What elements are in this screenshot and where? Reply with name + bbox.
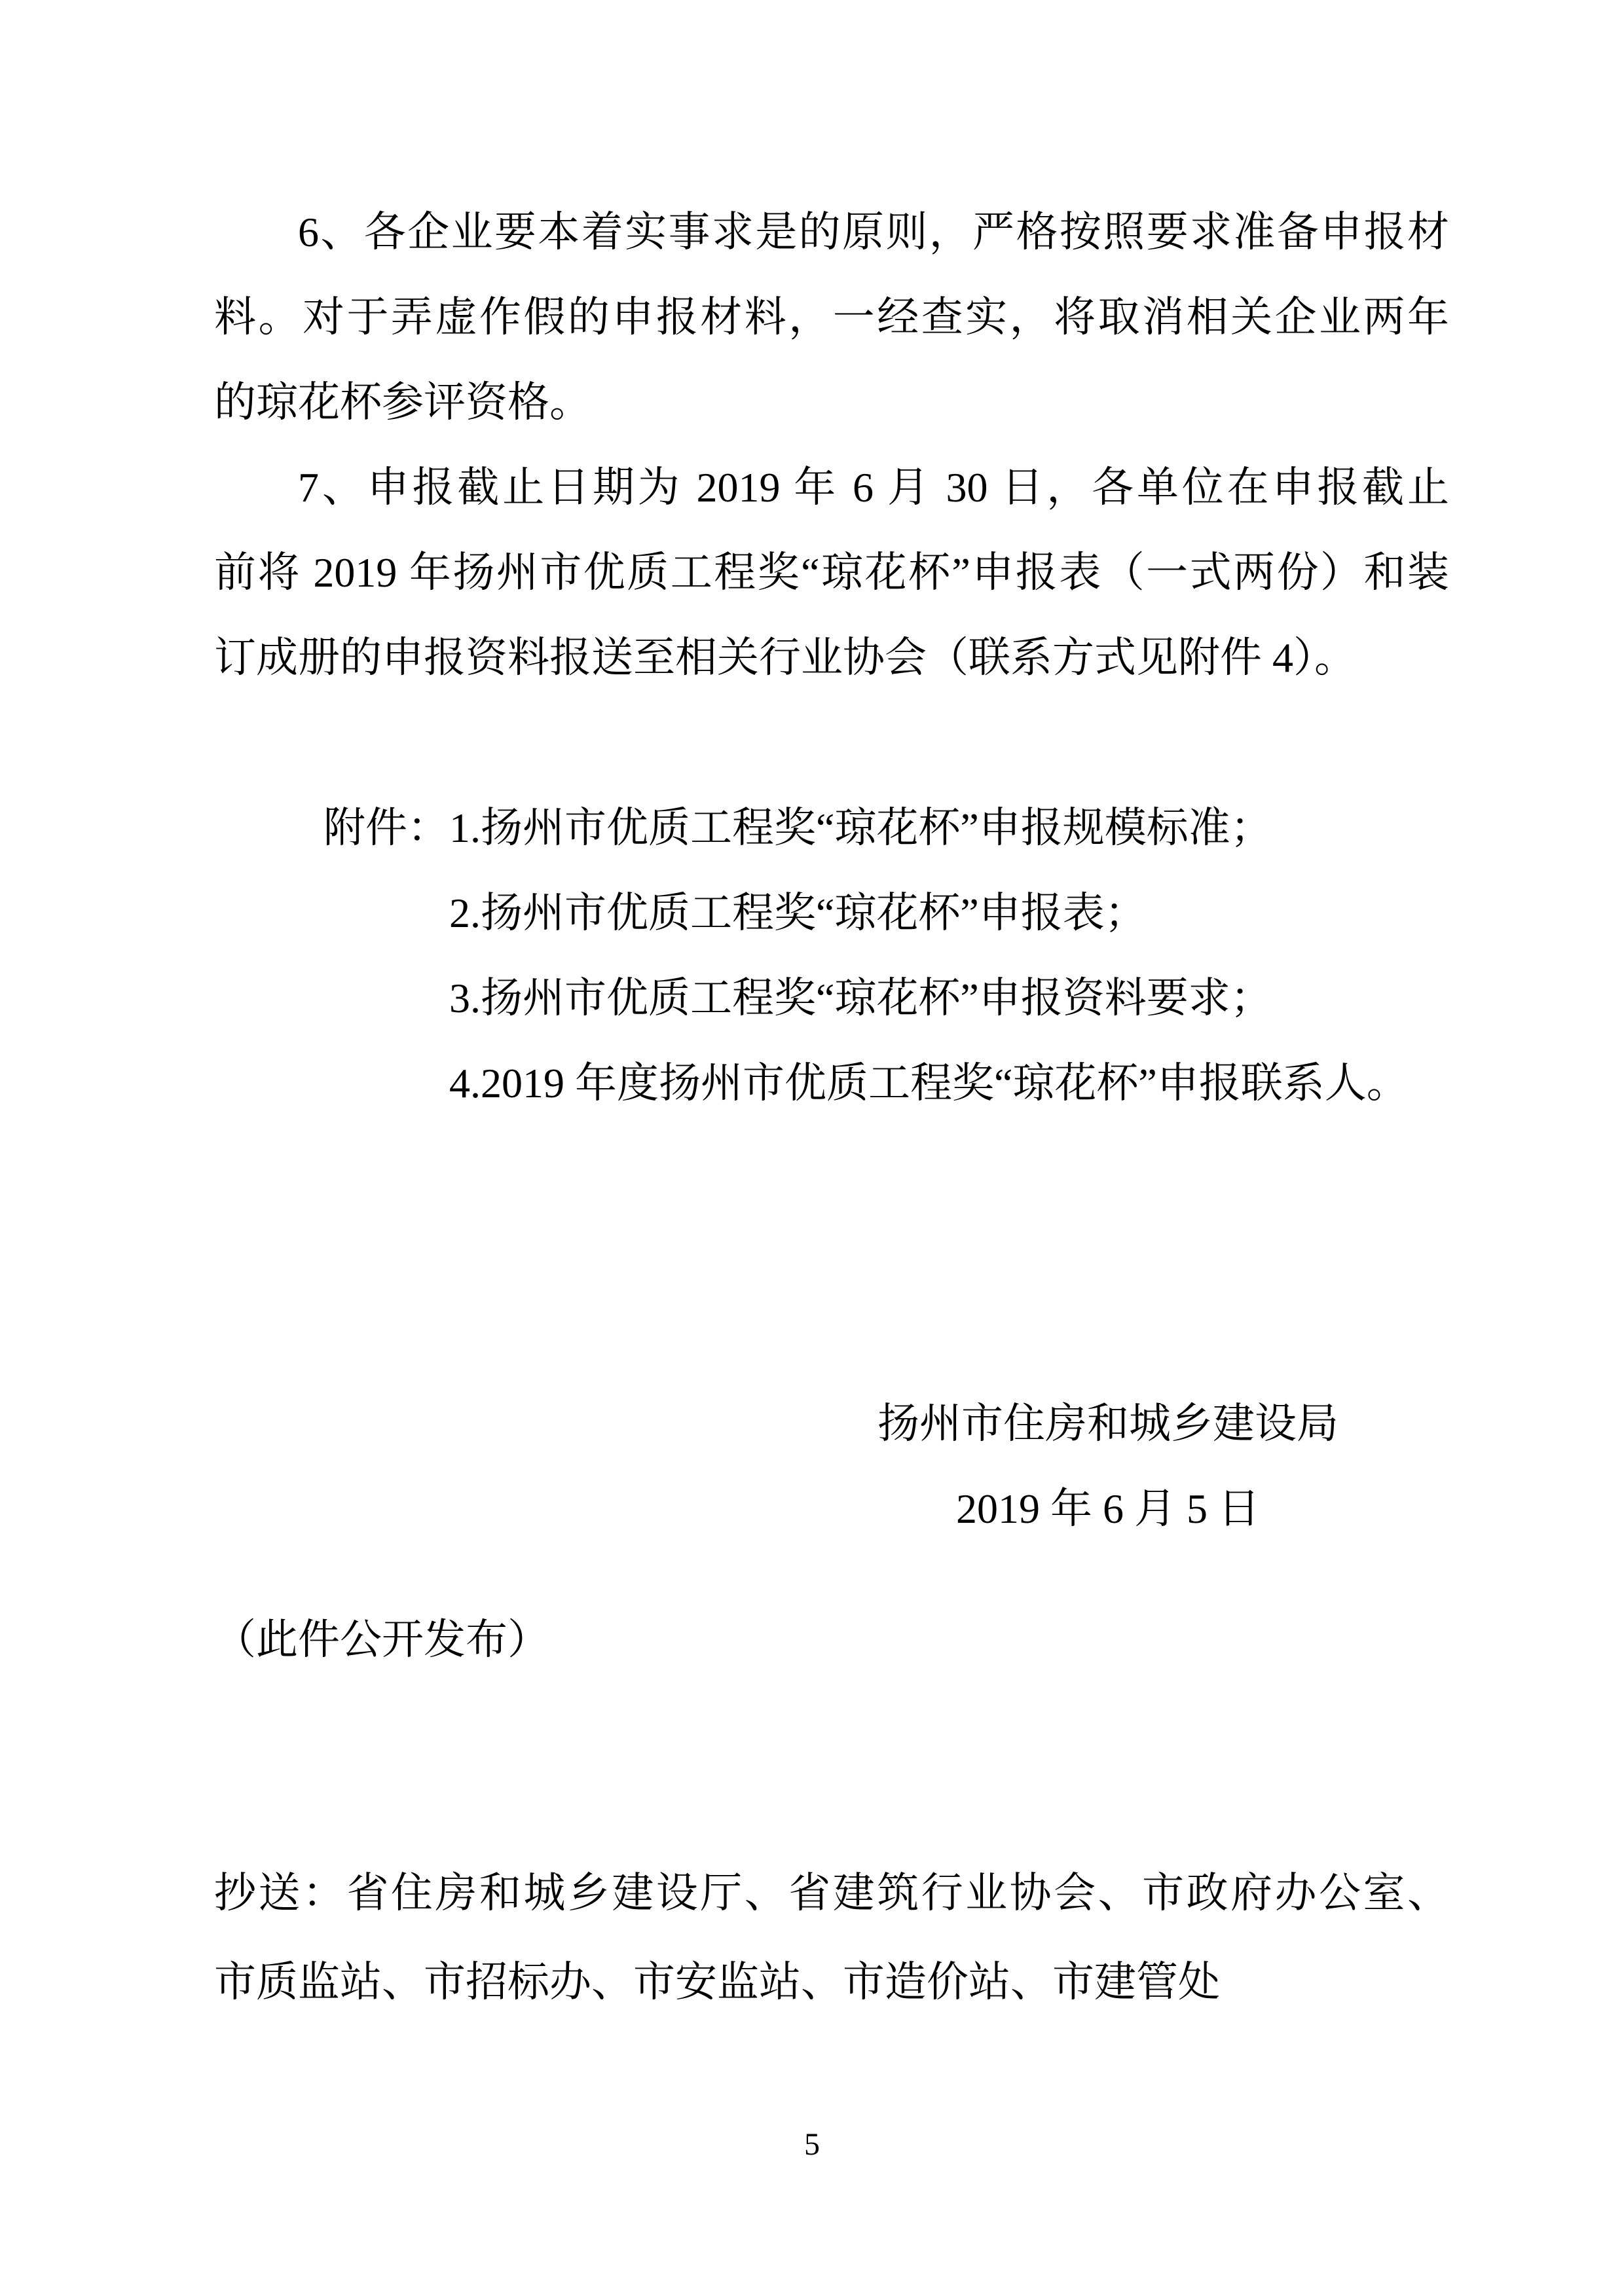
signature-block (709, 1381, 1507, 1552)
cc-line-2: 市质监站、市招标办、市安监站、市造价站、市建管处 (214, 1959, 1220, 2005)
paragraph-7 (214, 445, 1449, 701)
public-release-notice (214, 1597, 1449, 1683)
signature-date: 2019 年 6 月 5 日 (956, 1485, 1260, 1532)
cc-footer (214, 1849, 1449, 2027)
attachment-item-4: 4.2019 年度扬州市优质工程奖“琼花杯”申报联系人。 (449, 1060, 1409, 1106)
paragraph-6-line-1: 6、各企业要本着实事求是的原则，严格按照要求准备申报材 (298, 209, 1449, 255)
paragraph-7-line-1: 7、申报截止日期为 2019 年 6 月 30 日，各单位在申报截止 (298, 464, 1449, 511)
paragraph-6 (214, 190, 1449, 445)
attachment-item-2: 2.扬州市优质工程奖“琼花杯”申报表； (449, 890, 1147, 936)
public-release-notice-text: （此件公开发布） (214, 1616, 549, 1663)
attachment-item-3: 3.扬州市优质工程奖“琼花杯”申报资料要求； (449, 975, 1272, 1021)
signature-organization: 扬州市住房和城乡建设局 (877, 1400, 1338, 1447)
paragraph-6-line-2: 料。对于弄虚作假的申报材料，一经查实，将取消相关企业两年 (214, 294, 1449, 340)
paragraph-6-line-3: 的琼花杯参评资格。 (214, 379, 591, 426)
paragraph-7-line-3: 订成册的申报资料报送至相关行业协会（联系方式见附件 4）。 (214, 634, 1356, 681)
attachments-list (214, 786, 1449, 1126)
attachments-label: 附件： (323, 805, 449, 851)
attachment-item-1: 1.扬州市优质工程奖“琼花杯”申报规模标准； (449, 805, 1272, 851)
attachments-items (449, 786, 1409, 1126)
paragraph-7-line-2: 前将 2019 年扬州市优质工程奖“琼花杯”申报表（一式两份）和装 (214, 549, 1449, 596)
page-number: 5 (804, 2127, 820, 2162)
cc-line-1: 抄送：省住房和城乡建设厅、省建筑行业协会、市政府办公室、 (214, 1870, 1449, 1916)
